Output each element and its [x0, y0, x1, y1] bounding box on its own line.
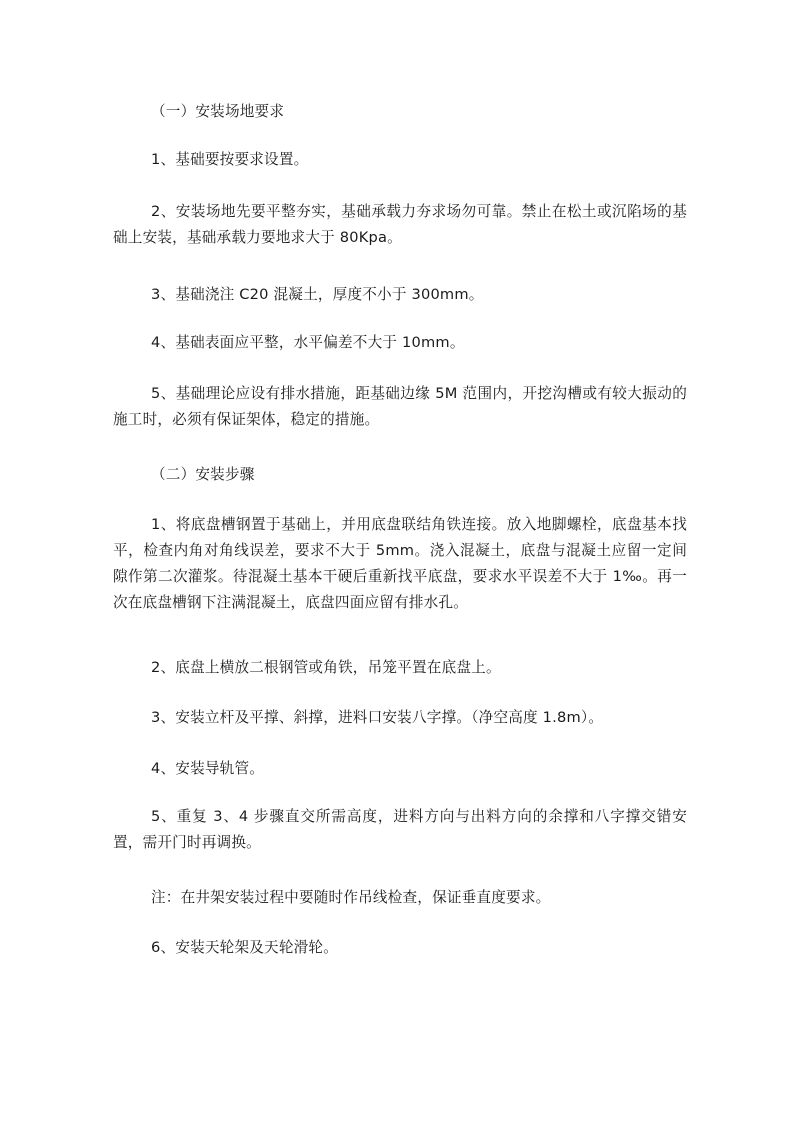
site-requirement-item-1: 1、基础要按要求设置。 — [151, 151, 309, 168]
install-step-item-6: 6、安装天轮架及天轮滑轮。 — [151, 939, 339, 956]
install-step-item-1: 1、将底盘槽钢置于基础上，并用底盘联结角铁连接。放入地脚螺栓，底盘基本找平，检查内角对角线误差，要求不大于 5mm。浇入混凝土，底盘与混凝土应留一定间隙作第二次灌浆。待混凝土基本干硬后重新找平底盘，要求水平误差不大于 1‰。再一次在底盘槽钢下注满混凝土，底盘四面应留有排水孔。 — [113, 516, 687, 611]
install-step-item-2: 2、底盘上横放二根钢管或角铁，吊笼平置在底盘上。 — [151, 659, 501, 676]
section-heading-site-requirements: （一）安装场地要求 — [151, 103, 285, 120]
site-requirement-item-5: 5、基础理论应设有排水措施，距基础边缘 5M 范围内，开挖沟槽或有较大振动的施工时，必须有保证架体，稳定的措施。 — [113, 385, 687, 428]
install-step-item-4: 4、安装导轨管。 — [151, 760, 265, 777]
site-requirement-item-2: 2、安装场地先要平整夯实，基础承载力夯求场勿可靠。禁止在松土或沉陷场的基础上安装，基础承载力要地求大于 80Kpa。 — [113, 203, 687, 246]
section-heading-install-steps: （二）安装步骤 — [151, 466, 255, 483]
install-step-item-5: 5、重复 3、4 步骤直交所需高度，进料方向与出料方向的余撑和八字撑交错安置，需开门时再调换。 — [113, 808, 687, 851]
install-step-item-3: 3、安装立杆及平撑、斜撑，进料口安装八字撑。（净空高度 1.8m）。 — [151, 709, 604, 726]
site-requirement-item-3: 3、基础浇注 C20 混凝土，厚度不小于 300mm。 — [151, 286, 484, 303]
site-requirement-item-4: 4、基础表面应平整，水平偏差不大于 10mm。 — [151, 334, 465, 351]
install-note: 注：在井架安装过程中要随时作吊线检查，保证垂直度要求。 — [151, 889, 551, 906]
